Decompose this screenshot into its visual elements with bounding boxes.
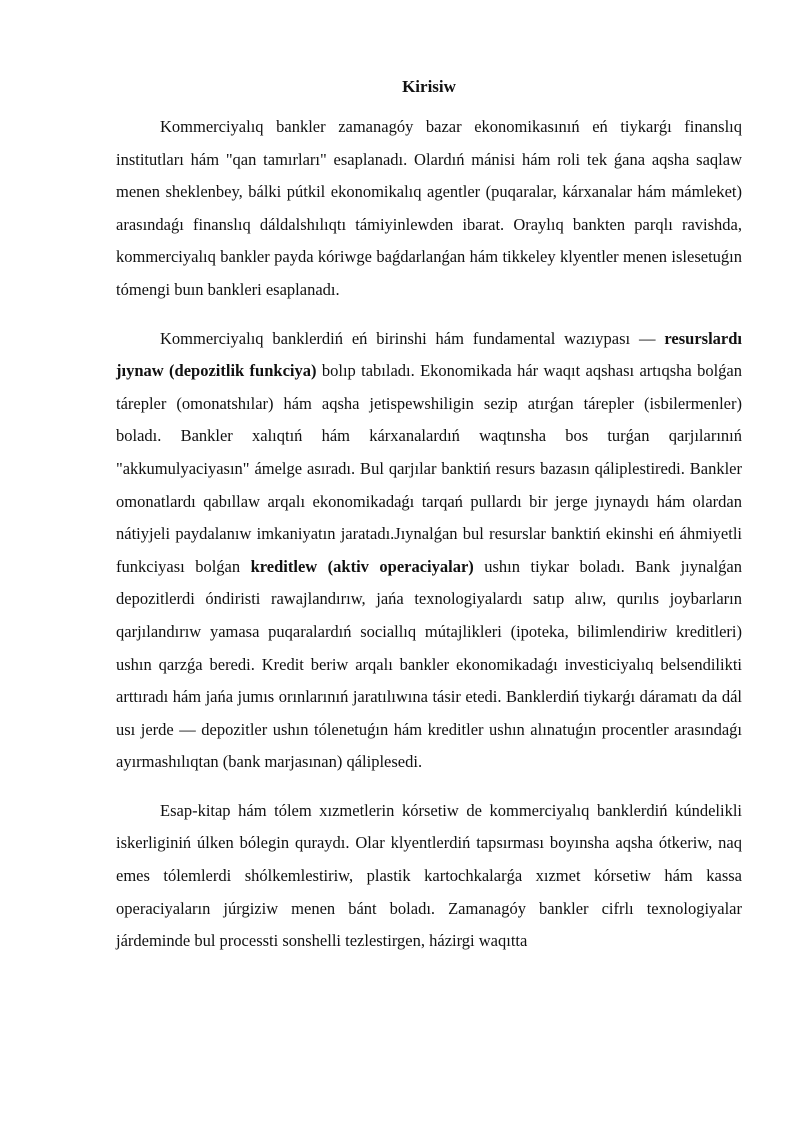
document-title: Kirisiw — [402, 77, 456, 96]
paragraph-payments: Esap-kitap hám tólem xızmetlerin kórsetiw de kommerciyalıq banklerdiń kúndelikli iskerliginiń úlken bólegin quraydı. Olar klyentlerdiń tapsırması boyınsha aqsha ótkeriw, naq emes tólemlerdi shólkemlestiriw, plastik kartochkalarǵa xızmet kórsetiw hám kassa operaciyaların júrgiziw menen bánt boladı. Zamanagóy bankler cifrlı texnologiyalar járdeminde bul processti sonshelli tezlestirgen, házirgi waqıtta — [116, 800, 742, 951]
paragraph-intro: Kommerciyalıq bankler zamanagóy bazar ekonomikasınıń eń tiykarǵı finanslıq institutları hám "qan tamırları" esaplanadı. Olardıń mánisi hám roli tek ǵana aqsha saqlaw menen sheklenbey, bálki pútkil ekonomikalıq agentler (puqaralar, kárxanalar hám mámleket) arasındaǵı finanslıq dáldalshılıqtı támiyinlewden ibarat. Oraylıq bankten parqlı ravishda, kommerciyalıq bankler payda kóriwge baǵdarlanǵan hám tikkeley klyentler menen islesetuǵın tómengi buın bankleri esaplanadı. — [116, 117, 742, 299]
term-crediting: kreditlew (aktiv operaciyalar) — [250, 556, 474, 576]
paragraph-functions — [116, 323, 742, 779]
paragraph-functions-text-3: ushın tiykar boladı. Bank jıynalǵan depozitlerdi óndiristi rawajlandırıw, jańa texnologiyalardı satıp alıw, qurılıs joybarların qarjılandırıw yamasa puqaralardıń sociallıq mútajlikleri (ipoteka, bilimlendiriw kreditleri) ushın qarzǵa beredi. Kredit beriw arqalı bankler ekonomikadaǵı investiciyalıq belsendilikti arttıradı hám jańa jumıs orınlarınıń jaratılıwına tásir etedi. Banklerdiń tiykarǵı dáramatı da dál usı jerde — depozitler ushın tólenetuǵın hám kreditler ushın alınatuǵın procentler arasındaǵı ayırmashılıqtan (bank marjasınan) qáliplesedi. — [116, 556, 742, 772]
paragraph-functions-text-2: bolıp tabıladı. Ekonomikada hár waqıt aqshası artıqsha bolǵan tárepler (omonatshılar) hám aqsha jetispewshiligin sezip atırǵan tárepler (isbilermenler) boladı. Bankler xalıqtıń hám kárxanalardıń waqtınsha bos turǵan qarjılarınıń "akkumulyaciyasın" ámelge asıradı. Bul qarjılar banktiń resurs bazasın qáliplestiredi. Bankler omonatlardı qabıllaw arqalı ekonomikadaǵı tarqań pullardı bir jerge jıynaydı hám olardan nátiyjeli paydalanıw imkaniyatın jaratadı.Jıynalǵan bul resurslar banktiń ekinshi eń áhmiyetli funkciyası bolǵan — [116, 361, 742, 576]
document-page — [116, 76, 742, 958]
paragraph-functions-text-1: Kommerciyalıq banklerdiń eń birinshi hám fundamental wazıypası — — [160, 328, 665, 348]
term-deposit-function: resurslardı jıynaw (depozitlik funkciya) — [116, 328, 742, 381]
